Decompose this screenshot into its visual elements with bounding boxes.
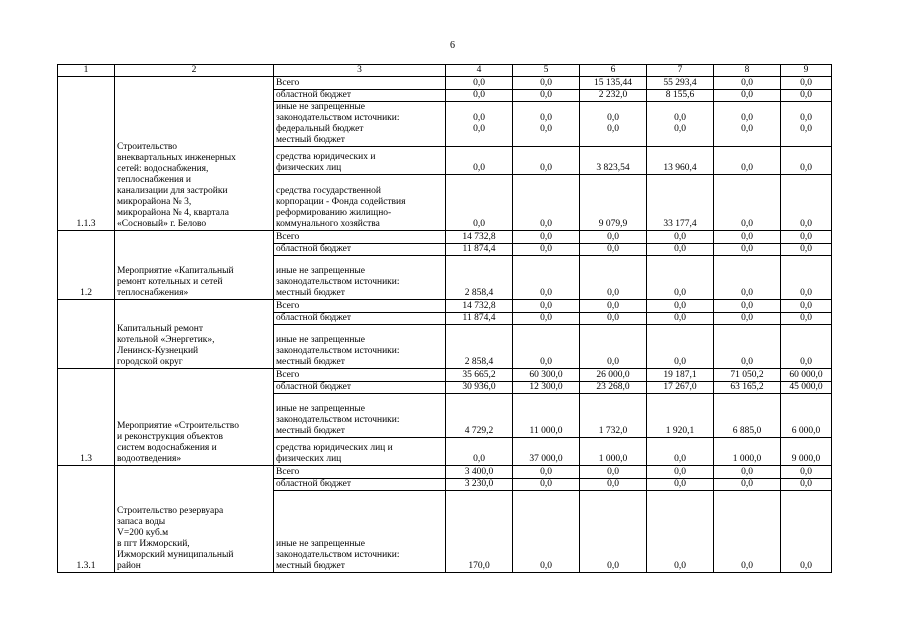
column-number-cell: 6 <box>580 65 647 77</box>
value-cell: 0,0 <box>647 325 714 369</box>
funding-source-line: корпорации - Фонда содействия <box>276 197 406 207</box>
value-cell: 0,0 <box>714 147 781 175</box>
funding-source-line: федеральный бюджет <box>276 124 364 134</box>
value-cell: 0,0 <box>446 90 513 102</box>
value-cell: 17 267,0 <box>647 382 714 394</box>
value-cell: 0,0 <box>781 147 832 175</box>
item-code-cell: 1.2 <box>58 231 115 300</box>
value-cell: 14 732,8 <box>446 231 513 244</box>
value-cell <box>781 102 832 147</box>
value-cell: 9 000,0 <box>781 438 832 466</box>
item-name-cell <box>115 466 274 573</box>
value-cell: 0,0 <box>513 77 580 90</box>
item-name-line: Строительство резервуара <box>117 506 224 516</box>
table-row <box>58 231 832 244</box>
value-cell: 33 177,4 <box>647 175 714 231</box>
value-cell: 13 960,4 <box>647 147 714 175</box>
value-line: 0,0 <box>607 113 619 123</box>
value-cell: 0,0 <box>513 231 580 244</box>
item-name-line: Ижморский муниципальный <box>117 550 234 560</box>
item-name-line: микрорайона № 3, <box>117 197 192 207</box>
funding-source-line: иные не запрещенные <box>276 404 366 414</box>
value-cell: 0,0 <box>513 147 580 175</box>
item-name-line: Мероприятие «Строительство <box>117 421 239 431</box>
funding-source-cell <box>274 300 446 313</box>
value-cell: 0,0 <box>580 300 647 313</box>
value-cell: 11 000,0 <box>513 394 580 438</box>
funding-source-line: Всего <box>276 370 300 380</box>
value-cell <box>714 102 781 147</box>
value-cell: 0,0 <box>513 90 580 102</box>
funding-source-line: средства юридических и <box>276 152 376 162</box>
value-cell: 0,0 <box>781 313 832 325</box>
item-name-line: Мероприятие «Капитальный <box>117 266 234 276</box>
value-cell: 0,0 <box>714 313 781 325</box>
item-code-cell <box>58 300 115 369</box>
value-line: 0,0 <box>800 113 812 123</box>
value-cell: 0,0 <box>647 244 714 256</box>
column-number-cell: 9 <box>781 65 832 77</box>
value-cell: 0,0 <box>513 175 580 231</box>
value-cell: 0,0 <box>647 491 714 573</box>
funding-source-cell <box>274 244 446 256</box>
funding-source-cell <box>274 102 446 147</box>
column-number-cell: 2 <box>115 65 274 77</box>
item-code-cell: 1.1.3 <box>58 77 115 231</box>
value-cell: 0,0 <box>446 438 513 466</box>
item-name-cell <box>115 231 274 300</box>
value-cell: 1 732,0 <box>580 394 647 438</box>
item-code-cell: 1.3 <box>58 369 115 466</box>
value-cell: 0,0 <box>781 256 832 300</box>
value-cell: 1 000,0 <box>714 438 781 466</box>
value-cell: 6 885,0 <box>714 394 781 438</box>
item-name-line: и реконструкция объектов <box>117 432 224 442</box>
item-name-line: микрорайона № 4, квартала <box>117 208 229 218</box>
item-name-line: Ленинск-Кузнецкий <box>117 346 199 356</box>
value-cell: 0,0 <box>781 466 832 479</box>
value-line: 0,0 <box>741 124 753 134</box>
value-cell: 0,0 <box>647 438 714 466</box>
funding-source-line: законодательством источники: <box>276 277 400 287</box>
funding-source-cell <box>274 147 446 175</box>
value-cell: 63 165,2 <box>714 382 781 394</box>
funding-source-line: областной бюджет <box>276 244 352 254</box>
funding-source-line: законодательством источники: <box>276 346 400 356</box>
budget-table <box>57 64 832 573</box>
value-cell: 0,0 <box>714 244 781 256</box>
value-cell: 19 187,1 <box>647 369 714 382</box>
value-cell: 0,0 <box>781 175 832 231</box>
value-cell: 0,0 <box>714 256 781 300</box>
funding-source-cell <box>274 231 446 244</box>
funding-source-line: местный бюджет <box>276 561 345 571</box>
value-cell: 0,0 <box>781 325 832 369</box>
item-name-cell <box>115 77 274 231</box>
value-cell: 0,0 <box>781 77 832 90</box>
value-cell: 30 936,0 <box>446 382 513 394</box>
funding-source-cell <box>274 382 446 394</box>
value-cell: 0,0 <box>580 466 647 479</box>
funding-source-cell <box>274 369 446 382</box>
value-cell <box>647 102 714 147</box>
column-number-cell: 5 <box>513 65 580 77</box>
value-cell: 0,0 <box>647 479 714 491</box>
value-cell: 0,0 <box>781 244 832 256</box>
value-cell: 0,0 <box>714 77 781 90</box>
value-cell: 0,0 <box>781 491 832 573</box>
value-cell: 60 300,0 <box>513 369 580 382</box>
value-cell: 8 155,6 <box>647 90 714 102</box>
value-cell: 0,0 <box>714 300 781 313</box>
funding-source-line: областной бюджет <box>276 382 352 392</box>
item-name-line: городской округ <box>117 357 183 367</box>
column-number-cell: 3 <box>274 65 446 77</box>
value-cell: 0,0 <box>714 90 781 102</box>
funding-source-cell <box>274 77 446 90</box>
value-cell: 0,0 <box>647 313 714 325</box>
value-cell: 1 920,1 <box>647 394 714 438</box>
funding-source-line: Всего <box>276 232 300 242</box>
item-code-cell: 1.3.1 <box>58 466 115 573</box>
item-name-line: в пгт Ижморский, <box>117 539 190 549</box>
value-cell: 0,0 <box>513 300 580 313</box>
item-name-line: теплоснабжения и <box>117 175 191 185</box>
value-cell: 35 665,2 <box>446 369 513 382</box>
funding-source-line: областной бюджет <box>276 479 352 489</box>
value-cell: 60 000,0 <box>781 369 832 382</box>
funding-source-line: иные не запрещенные <box>276 266 366 276</box>
value-cell: 0,0 <box>446 77 513 90</box>
item-name-line: сетей: водоснабжения, <box>117 164 209 174</box>
funding-source-cell <box>274 175 446 231</box>
item-name-line: канализации для застройки <box>117 186 228 196</box>
column-number-cell: 4 <box>446 65 513 77</box>
value-cell: 0,0 <box>714 479 781 491</box>
funding-source-line: иные не запрещенные <box>276 102 366 112</box>
funding-source-line: законодательством источники: <box>276 113 400 123</box>
value-cell: 0,0 <box>513 256 580 300</box>
column-number-cell: 7 <box>647 65 714 77</box>
value-cell: 26 000,0 <box>580 369 647 382</box>
value-cell: 0,0 <box>580 256 647 300</box>
funding-source-line: Всего <box>276 78 300 88</box>
value-cell: 2 232,0 <box>580 90 647 102</box>
value-cell: 0,0 <box>513 244 580 256</box>
funding-source-line: физических лиц <box>276 163 342 173</box>
item-name-line: систем водоснабжения и <box>117 443 217 453</box>
value-cell: 6 000,0 <box>781 394 832 438</box>
header-row <box>58 65 832 77</box>
value-line: 0,0 <box>473 124 485 134</box>
funding-source-cell <box>274 479 446 491</box>
item-name-line: внеквартальных инженерных <box>117 153 236 163</box>
table-row <box>58 77 832 90</box>
value-cell: 9 079,9 <box>580 175 647 231</box>
value-line: 0,0 <box>674 124 686 134</box>
value-cell: 0,0 <box>513 313 580 325</box>
funding-source-line: иные не запрещенные <box>276 539 366 549</box>
value-cell: 0,0 <box>714 231 781 244</box>
item-name-line: «Сосновый» г. Белово <box>117 219 207 229</box>
budget-table-body <box>58 65 832 573</box>
value-cell: 2 858,4 <box>446 325 513 369</box>
item-name-cell <box>115 300 274 369</box>
value-cell: 0,0 <box>580 244 647 256</box>
value-line: 0,0 <box>473 113 485 123</box>
value-cell: 37 000,0 <box>513 438 580 466</box>
table-row <box>58 466 832 479</box>
item-name-line: запаса воды <box>117 517 166 527</box>
value-line: 0,0 <box>540 124 552 134</box>
value-cell: 0,0 <box>781 479 832 491</box>
funding-source-cell <box>274 313 446 325</box>
value-cell: 0,0 <box>580 491 647 573</box>
funding-source-cell <box>274 325 446 369</box>
value-line: 0,0 <box>741 113 753 123</box>
item-name-line: район <box>117 561 141 571</box>
value-cell: 0,0 <box>647 231 714 244</box>
page-number: 6 <box>450 40 455 51</box>
value-cell: 0,0 <box>647 466 714 479</box>
funding-source-line: средства государственной <box>276 186 381 196</box>
value-cell: 11 874,4 <box>446 244 513 256</box>
value-cell: 11 874,4 <box>446 313 513 325</box>
item-name-line: Строительство <box>117 142 178 152</box>
funding-source-cell <box>274 438 446 466</box>
value-cell: 0,0 <box>446 175 513 231</box>
value-cell: 0,0 <box>580 325 647 369</box>
value-cell: 0,0 <box>446 147 513 175</box>
value-cell: 0,0 <box>513 466 580 479</box>
column-number-cell: 8 <box>714 65 781 77</box>
value-cell: 55 293,4 <box>647 77 714 90</box>
value-cell: 0,0 <box>781 90 832 102</box>
value-cell: 0,0 <box>580 479 647 491</box>
funding-source-cell <box>274 394 446 438</box>
item-name-line: водоотведения» <box>117 454 182 464</box>
value-cell: 0,0 <box>714 491 781 573</box>
funding-source-cell <box>274 90 446 102</box>
table-row <box>58 369 832 382</box>
funding-source-line: реформированию жилищно- <box>276 208 392 218</box>
value-line: 0,0 <box>800 124 812 134</box>
funding-source-line: иные не запрещенные <box>276 335 366 345</box>
value-cell: 170,0 <box>446 491 513 573</box>
value-cell: 23 268,0 <box>580 382 647 394</box>
value-line: 0,0 <box>674 113 686 123</box>
value-cell: 0,0 <box>513 479 580 491</box>
item-name-line: V=200 куб.м <box>117 528 169 538</box>
value-cell: 0,0 <box>513 491 580 573</box>
item-name-line: Капитальный ремонт <box>117 324 204 334</box>
value-cell: 12 300,0 <box>513 382 580 394</box>
funding-source-line: областной бюджет <box>276 90 352 100</box>
funding-source-line: Всего <box>276 467 300 477</box>
value-cell: 0,0 <box>580 313 647 325</box>
value-cell: 0,0 <box>781 231 832 244</box>
value-cell: 0,0 <box>647 256 714 300</box>
funding-source-line: Всего <box>276 301 300 311</box>
value-cell: 3 400,0 <box>446 466 513 479</box>
value-cell <box>446 102 513 147</box>
value-line: 0,0 <box>540 113 552 123</box>
funding-source-line: коммунального хозяйства <box>276 219 380 229</box>
funding-source-cell <box>274 256 446 300</box>
funding-source-line: местный бюджет <box>276 426 345 436</box>
funding-source-line: местный бюджет <box>276 288 345 298</box>
value-cell: 45 000,0 <box>781 382 832 394</box>
funding-source-line: местный бюджет <box>276 357 345 367</box>
value-line: 0,0 <box>607 124 619 134</box>
item-name-line: теплоснабжения» <box>117 288 189 298</box>
value-cell: 0,0 <box>513 325 580 369</box>
table-row <box>58 300 832 313</box>
funding-source-line: областной бюджет <box>276 313 352 323</box>
value-cell: 0,0 <box>714 325 781 369</box>
value-cell: 71 050,2 <box>714 369 781 382</box>
value-cell: 15 135,44 <box>580 77 647 90</box>
value-cell <box>580 102 647 147</box>
value-cell: 3 823,54 <box>580 147 647 175</box>
funding-source-line: законодательством источники: <box>276 550 400 560</box>
value-cell: 14 732,8 <box>446 300 513 313</box>
column-number-cell: 1 <box>58 65 115 77</box>
value-cell: 4 729,2 <box>446 394 513 438</box>
value-cell <box>513 102 580 147</box>
value-cell: 0,0 <box>580 231 647 244</box>
funding-source-line: средства юридических лиц и <box>276 443 393 453</box>
value-cell: 0,0 <box>714 175 781 231</box>
value-cell: 0,0 <box>781 300 832 313</box>
funding-source-cell <box>274 466 446 479</box>
value-cell: 0,0 <box>647 300 714 313</box>
item-name-line: котельной «Энергетик», <box>117 335 215 345</box>
funding-source-cell <box>274 491 446 573</box>
value-cell: 1 000,0 <box>580 438 647 466</box>
funding-source-line: физических лиц <box>276 454 342 464</box>
item-name-cell <box>115 369 274 466</box>
funding-source-line: законодательством источники: <box>276 415 400 425</box>
funding-source-line: местный бюджет <box>276 135 345 145</box>
value-cell: 2 858,4 <box>446 256 513 300</box>
item-name-line: ремонт котельных и сетей <box>117 277 223 287</box>
value-cell: 0,0 <box>714 466 781 479</box>
value-cell: 3 230,0 <box>446 479 513 491</box>
